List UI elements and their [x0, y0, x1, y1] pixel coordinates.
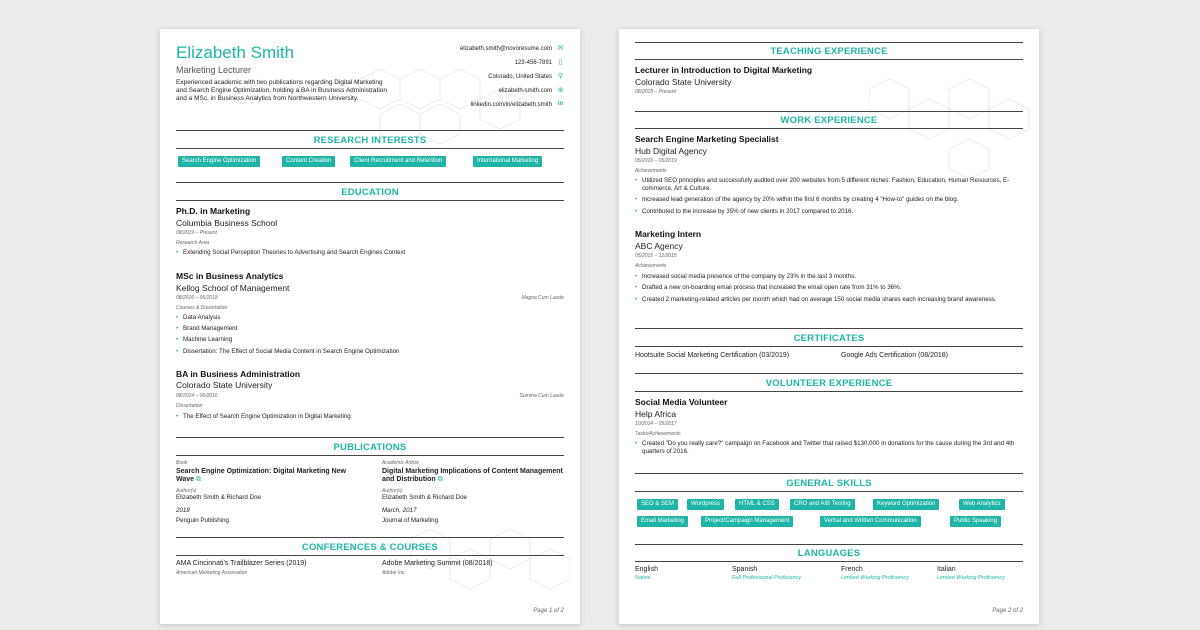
section-title-research: RESEARCH INTERESTS: [313, 135, 427, 146]
research-tag: Content Creation: [282, 156, 335, 167]
language-name: English: [635, 566, 658, 573]
pub1-authors-label: Author(s): [176, 488, 197, 494]
pub2-authors-label: Author(s): [382, 488, 403, 494]
skill-tag: CRO and A/B Testing: [790, 499, 855, 510]
section-title-education: EDUCATION: [341, 187, 399, 198]
globe-icon: ⊕: [557, 87, 564, 94]
language-level: Limited Working Proficiency: [937, 575, 1005, 581]
conf1-org: American Marketing Association: [176, 570, 248, 576]
conf2-name: Adobe Marketing Summit (08/2018): [382, 560, 493, 567]
edu3-school: Colorado State University: [176, 380, 273, 390]
contact-website[interactable]: [499, 87, 564, 94]
research-tag: Search Engine Optimization: [178, 156, 260, 167]
edu1-dates: 08/2019 – Present: [176, 230, 217, 236]
section-rule: [176, 455, 564, 456]
section-rule: [176, 182, 564, 183]
job1-org: Hub Digital Agency: [635, 146, 707, 156]
pub2-publisher: Journal of Marketing: [382, 517, 439, 524]
edu2-item: • Dissertation: The Effect of Social Media Content in Search Engine Optimization: [176, 348, 399, 356]
section-rule: [635, 42, 1023, 43]
contact-linkedin-text: linkedin.com/in/elizabeth.smith: [470, 101, 552, 108]
job2-org: ABC Agency: [635, 241, 683, 251]
section-rule: [635, 328, 1023, 329]
skill-tag: Web Analytics: [959, 499, 1005, 510]
section-rule: [635, 544, 1023, 545]
section-rule: [635, 391, 1023, 392]
pub2-title-row[interactable]: [382, 468, 564, 484]
contact-location: [488, 73, 564, 80]
edu3-item: • The Effect of Search Engine Optimization in Digital Marketing: [176, 413, 351, 421]
edu3-honor: Summa Cum Laude: [519, 393, 564, 399]
contact-phone[interactable]: [515, 59, 564, 66]
language-name: Italian: [937, 566, 956, 573]
section-rule: [176, 437, 564, 438]
page-number: Page 2 of 2: [992, 608, 1023, 614]
section-rule: [176, 148, 564, 149]
phone-icon: ▯: [558, 59, 563, 66]
hexagon-pattern-decoration: [410, 529, 570, 609]
page-number: Page 1 of 2: [533, 608, 564, 614]
vol-label: Tasks/Achievements: [635, 431, 681, 437]
job2-title: Marketing Intern: [635, 229, 702, 239]
pub2-type: Academic Article: [382, 460, 420, 466]
job1-item: • Contributed to the increase by 35% of new clients in 2017 compared to 2016.: [635, 208, 1022, 216]
section-rule: [176, 130, 564, 131]
job2-dates: 05/2015 – 12/2015: [635, 253, 677, 259]
external-link-icon: ⧉: [437, 476, 443, 483]
section-rule: [176, 200, 564, 201]
language-level: Native: [635, 575, 651, 581]
vol-item: • Created "Do you really care?" campaign on Facebook and Twitter that raised $130,000 in donations for the cause during the 3rd and 4th quarters of 2016.: [635, 440, 1017, 455]
section-rule: [635, 59, 1023, 60]
section-title-teaching: TEACHING EXPERIENCE: [770, 46, 888, 57]
resume-role: Marketing Lecturer: [176, 65, 252, 75]
contact-phone-text: 123-456-7891: [514, 59, 552, 66]
teach-title: Lecturer in Introduction to Digital Marketing: [635, 65, 813, 75]
pub2-title: Digital Marketing Implications of Content Management and Distribution: [382, 468, 563, 483]
conf2-org: Adobe Inc.: [382, 570, 406, 576]
contact-email-text: elizabeth.smith@novoresume.com: [459, 45, 552, 52]
vol-dates: 10/2014 – 05/2017: [635, 421, 677, 427]
location-pin-icon: ⚲: [557, 73, 564, 80]
edu3-dates: 08/2014 – 06/2016: [176, 393, 218, 399]
edu1-degree: Ph.D. in Marketing: [176, 206, 251, 216]
section-rule: [635, 473, 1023, 474]
job1-title: Search Engine Marketing Specialist: [635, 134, 779, 144]
skill-tag: Project/Campaign Management: [701, 516, 793, 527]
job2-item: • Increased social media presence of the company by 23% in the last 3 months.: [635, 273, 1022, 281]
certificate-item: Google Ads Certification (08/2018): [841, 352, 949, 359]
language-level: Limited Working Proficiency: [841, 575, 909, 581]
section-title-certificates: CERTIFICATES: [793, 333, 865, 344]
contact-linkedin[interactable]: [471, 101, 564, 108]
pub1-authors: Elizabeth Smith & Richard Doe: [176, 494, 261, 501]
edu1-label: Research Area: [176, 240, 210, 246]
edu2-item: • Brand Management: [176, 325, 237, 333]
envelope-icon: ✉: [557, 45, 564, 52]
skill-tag: HTML & CSS: [735, 499, 779, 510]
edu3-degree: BA in Business Administration: [176, 369, 301, 379]
teach-org: Colorado State University: [635, 77, 732, 87]
skill-tag: Verbal and Written Communication: [820, 516, 921, 527]
section-title-languages: LANGUAGES: [797, 548, 861, 559]
job1-label: Achievements: [635, 168, 667, 174]
edu2-degree: MSc in Business Analytics: [176, 271, 284, 281]
pub2-authors: Elizabeth Smith & Richard Doe: [382, 494, 467, 501]
edu2-honor: Magna Cum Laude: [521, 295, 564, 301]
pub1-publisher: Penguin Publishing: [176, 517, 229, 524]
external-link-icon: ⧉: [195, 476, 201, 483]
pub2-date: March, 2017: [382, 507, 417, 514]
section-title-publications: PUBLICATIONS: [333, 442, 407, 453]
skill-tag: Email Marketing: [637, 516, 688, 527]
pub1-title: Search Engine Optimization: Digital Marketing New Wave: [176, 468, 346, 483]
edu1-school: Columbia Business School: [176, 218, 278, 228]
edu2-item: • Data Analysis: [176, 314, 221, 322]
skill-tag: Wordpress: [687, 499, 724, 510]
research-tag: Client Recruitment and Retention: [350, 156, 446, 167]
contact-email[interactable]: [460, 45, 564, 52]
job2-item: • Created 2 marketing-related articles per month which had on average 150 social media shares each increasing brand awareness.: [635, 296, 1017, 304]
job2-item: • Drafted a new on-boarding email process that increased the email open rate from 31% to 36%.: [635, 284, 1022, 292]
edu2-school: Kellog School of Management: [176, 283, 290, 293]
section-title-work: WORK EXPERIENCE: [780, 115, 878, 126]
skill-tag: SEO & SEM: [637, 499, 678, 510]
pub1-title-row[interactable]: [176, 468, 356, 484]
skill-tag: Keyword Optimization: [873, 499, 939, 510]
vol-org: Help Africa: [635, 409, 677, 419]
linkedin-icon: in: [557, 101, 564, 107]
edu3-label: Dissertation: [176, 403, 203, 409]
resume-name: Elizabeth Smith: [176, 43, 295, 62]
job1-item: • Utilized SEO principles and successfully audited over 200 websites from 5 different niches: Fashion, Education, Human Resources, E-commerce, Art & Culture.: [635, 177, 1022, 192]
section-rule: [635, 561, 1023, 562]
edu2-label: Courses & Dissertation: [176, 305, 228, 311]
contact-website-text: elizabeth-smith.com: [498, 87, 552, 94]
section-rule: [635, 111, 1023, 112]
resume-page-1: [160, 29, 580, 624]
section-title-skills: GENERAL SKILLS: [786, 478, 872, 489]
pub1-type: Book: [176, 460, 188, 466]
section-rule: [635, 128, 1023, 129]
job2-label: Achievements: [635, 263, 667, 269]
skill-tag: Public Speaking: [950, 516, 1001, 527]
section-rule: [635, 373, 1023, 374]
conf1-name: AMA Cincinnati's Trailblazer Series (2019): [176, 560, 307, 567]
job1-item: • Increased lead generation of the agency by 20% within the first 6 months by creating 4 "How-to" guides on the blog.: [635, 196, 1022, 204]
vol-title: Social Media Volunteer: [635, 397, 728, 407]
teach-dates: 08/2018 – Present: [635, 89, 676, 95]
edu2-item: • Machine Learning: [176, 336, 232, 344]
section-title-volunteer: VOLUNTEER EXPERIENCE: [765, 378, 893, 389]
pub1-date: 2018: [176, 507, 190, 514]
language-name: French: [841, 566, 863, 573]
job1-dates: 05/2016 – 05/2019: [635, 158, 677, 164]
section-rule: [635, 346, 1023, 347]
language-name: Spanish: [732, 566, 758, 573]
edu1-item: • Extending Social Perception Theories to Advertising and Search Engines Context: [176, 249, 405, 257]
section-rule: [635, 491, 1023, 492]
contact-location-text: Colorado, United States: [488, 73, 552, 80]
research-tag: International Marketing: [473, 156, 542, 167]
language-level: Full Professional Proficiency: [732, 575, 802, 581]
certificate-item: Hootsuite Social Marketing Certification (03/2019): [635, 352, 790, 359]
resume-page-2: [619, 29, 1039, 624]
edu2-dates: 08/2016 – 06/2018: [176, 295, 218, 301]
section-title-conferences: CONFERENCES & COURSES: [301, 542, 439, 553]
resume-summary: Experienced academic with two publications regarding Digital Marketing and Search Engine Optimization, holding a BA in Business Administration and a MSc. in Business Analytics from Northwestern University.: [176, 79, 388, 102]
